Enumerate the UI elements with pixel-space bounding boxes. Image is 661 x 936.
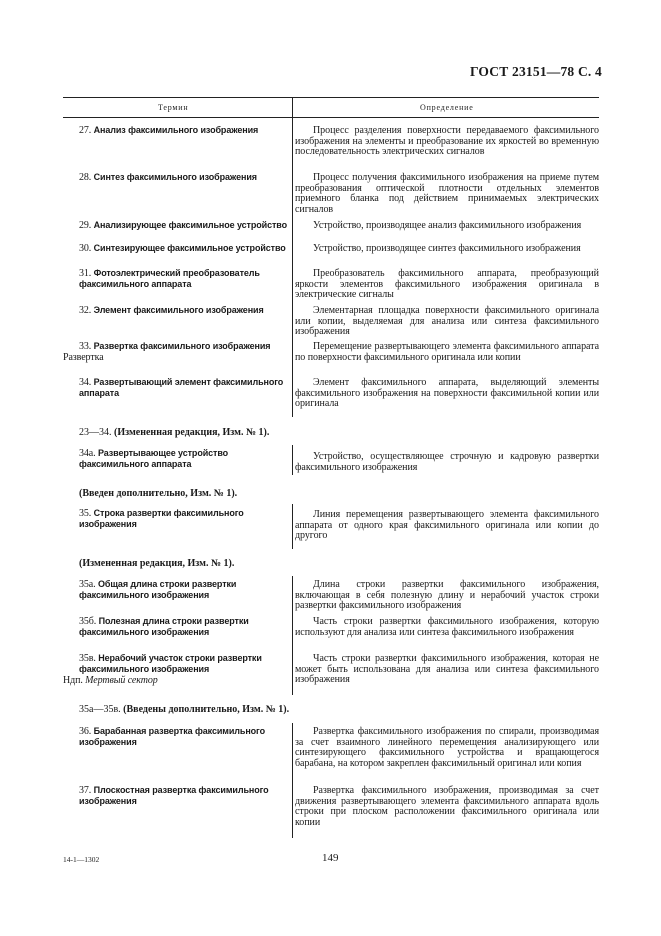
term-32: 32. Элемент факсимильного изображения — [79, 305, 264, 316]
definition-34a: Устройство, осуществляющее строчную и кадровую развертки факсимильного изображения — [295, 451, 599, 473]
definition-28: Процесс получения факсимильного изображения на приеме путем преобразования оптической плотности отдельных элементов приемного бланка под действием принимаемых электрических сигналов — [295, 172, 599, 215]
column-divider — [292, 445, 293, 475]
print-code: 14-1—1302 — [63, 855, 100, 864]
amendment-note: 23—34. (Измененная редакция, Изм. № 1). — [79, 427, 270, 438]
definition-31: Преобразователь факсимильного аппарата, преобразующий яркости элементов факсимильного изображения оригинала в электрические сигналы — [295, 268, 599, 301]
column-header-term: Термин — [158, 103, 189, 112]
definition-29: Устройство, производящее анализ факсимильного изображения — [313, 220, 582, 231]
document-code: ГОСТ 23151—78 С. 4 — [469, 64, 602, 79]
definition-33: Перемещение развертывающего элемента факсимильного аппарата по поверхности факсимильного оригинала или копии — [295, 341, 599, 363]
definition-35b: Часть строки развертки факсимильного изображения, которую используют для анализа или синтеза факсимильного изображения — [295, 616, 599, 638]
column-divider — [292, 504, 293, 549]
definition-30: Устройство, производящее синтез факсимильного изображения — [313, 243, 581, 254]
column-header-definition: Определение — [420, 103, 474, 112]
definition-36: Развертка факсимильного изображения по спирали, производимая за счет взаимного линейного перемещения анализирующего или синтезирующего факсимильного устройства и вращающегося барабана, на котором закреплен факсимильный оригинал или копия — [295, 726, 599, 769]
term-35: 35. Строка развертки факсимильного изображения — [79, 508, 244, 530]
column-divider — [292, 576, 293, 695]
term-36: 36. Барабанная развертка факсимильного изображения — [79, 726, 265, 748]
amendment-note: (Введен дополнительно, Изм. № 1). — [79, 488, 238, 499]
definition-35: Линия перемещения развертывающего элемента факсимильного аппарата от одного края факсимильного оригинала или копии до другого — [295, 509, 599, 542]
term-33-synonym: Развертка — [63, 352, 104, 364]
page-number: 149 — [322, 852, 339, 864]
term-34a: 34а. Развертывающее устройство факсимильного аппарата — [79, 448, 229, 470]
table-top-rule — [63, 97, 599, 98]
term-29: 29. Анализирующее факсимильное устройство — [79, 220, 288, 231]
definition-27: Процесс разделения поверхности передаваемого факсимильного изображения на элементы и преобразование их яркостей во временную последовательность электрических сигналов — [295, 125, 599, 158]
amendment-note: (Измененная редакция, Изм. № 1). — [79, 558, 235, 569]
term-37: 37. Плоскостная развертка факсимильного изображения — [79, 785, 269, 807]
term-35v: 35в. Нерабочий участок строки развертки факсимильного изображения Ндп. Мертвый сектор — [63, 653, 288, 687]
term-35b: 35б. Полезная длина строки развертки факсимильного изображения — [79, 616, 249, 638]
definition-32: Элементарная площадка поверхности факсимильного оригинала или копии, выделяемая для анализа или синтеза факсимильного изображения — [295, 305, 599, 338]
definition-34: Элемент факсимильного аппарата, выделяющий элементы факсимильного изображения на поверхности факсимильной копии или оригинала — [295, 377, 599, 410]
definition-35a: Длина строки развертки факсимильного изображения, включающая в себя полезную длину и нерабочий участок строки развертки факсимильного изображения — [295, 579, 599, 612]
definition-35v: Часть строки развертки факсимильного изображения, которая не может быть использована для анализа или синтеза факсимильного изображения — [295, 653, 599, 686]
column-divider — [292, 97, 293, 417]
term-27: 27. Анализ факсимильного изображения — [79, 125, 259, 136]
term-30: 30. Синтезирующее факсимильное устройство — [79, 243, 286, 254]
term-35v-rejected: Ндп. Мертвый сектор — [63, 675, 158, 687]
definition-37: Развертка факсимильного изображения, производимая за счет движения развертывающего элемента факсимильного аппарата вдоль строки при плоском расположении факсимильного оригинала или копии — [295, 785, 599, 828]
column-divider — [292, 723, 293, 838]
term-33: 33. Развертка факсимильного изображения Развертка — [63, 341, 288, 363]
term-34: 34. Развертывающий элемент факсимильного аппарата — [79, 377, 284, 399]
term-35a: 35а. Общая длина строки развертки факсимильного изображения — [79, 579, 237, 601]
amendment-note: 35а—35в. (Введены дополнительно, Изм. № 1). — [79, 704, 290, 715]
term-28: 28. Синтез факсимильного изображения — [79, 172, 257, 183]
term-31: 31. Фотоэлектрический преобразователь факсимильного аппарата — [79, 268, 260, 290]
table-header-rule — [63, 117, 599, 118]
